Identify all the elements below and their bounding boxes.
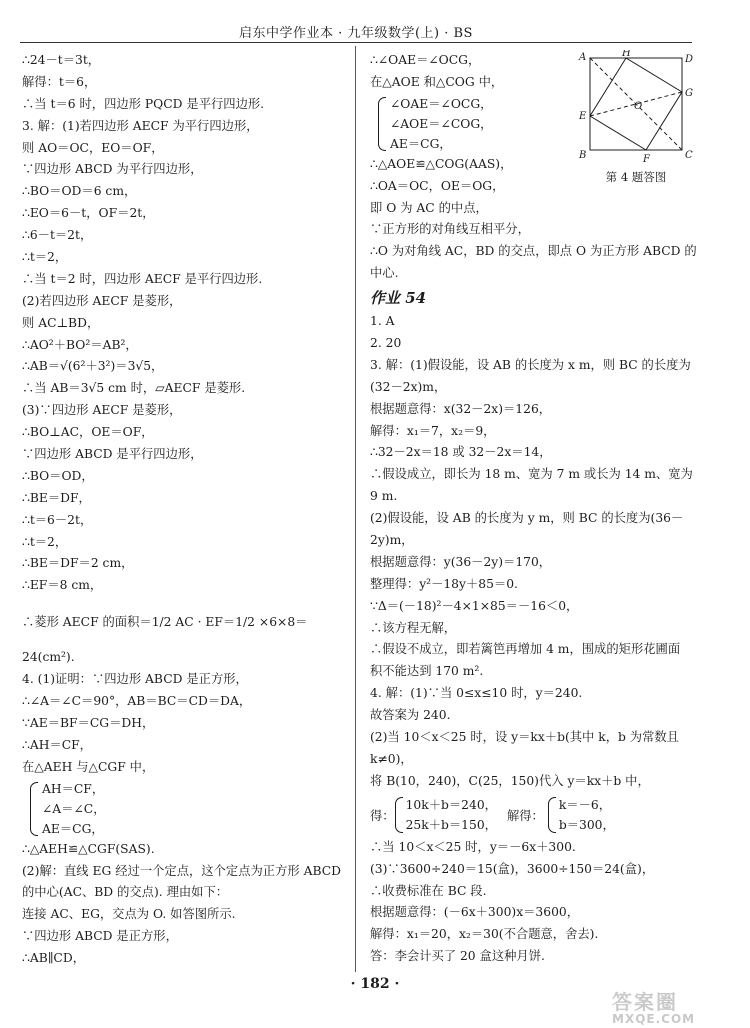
right-column bbox=[370, 50, 697, 968]
text-line: ∴24－t＝3t， bbox=[22, 53, 101, 67]
text-line: ∵四边形 ABCD 是正方形， bbox=[22, 929, 178, 944]
text-line: 则 AO＝OC，EO＝OF， bbox=[22, 140, 164, 155]
text-line: ∴AB∥CD， bbox=[22, 951, 85, 966]
solve-system-row bbox=[370, 795, 692, 835]
text-line: 2y)m， bbox=[370, 533, 414, 548]
text-line: ∴OA＝OC，OE＝OG， bbox=[370, 178, 505, 193]
left-column bbox=[22, 50, 342, 970]
text-line: 的中心(AC、BD 的交点). 理由如下： bbox=[22, 885, 229, 900]
system-lines bbox=[559, 795, 615, 835]
text-line: ∵Δ＝(－18)²－4×1×85＝－16＜0， bbox=[370, 598, 579, 613]
watermark-logo bbox=[612, 992, 744, 1026]
text-line: ∴t＝2， bbox=[22, 250, 68, 265]
brace-line: ∠A＝∠C， bbox=[42, 801, 106, 816]
text-line: (2)假设能，设 AB 的长度为 y m，则 BC 的长度为(36－ bbox=[370, 511, 684, 526]
text-line: 根据题意得：x(32－2x)＝126， bbox=[370, 401, 552, 416]
text-line: 24(cm²). bbox=[22, 650, 75, 665]
brace-symbol bbox=[30, 782, 38, 836]
text-line: 则 AC⊥BD， bbox=[22, 315, 100, 330]
text-line: ∴△AOE≌△COG(AAS)， bbox=[370, 156, 513, 171]
text-line: 4. 解：(1)∵当 0≤x≤10 时，y＝240. bbox=[370, 686, 583, 701]
text-line: (3)∵3600÷240＝15(盒)，3600÷150＝24(盒)， bbox=[370, 861, 655, 876]
label-g: G bbox=[685, 88, 693, 99]
text-line: ∴菱形 AECF 的面积＝1/2 AC · EF＝1/2 ×6×8＝ bbox=[22, 615, 308, 630]
text-line: ∵四边形 ABCD 为平行四边形， bbox=[22, 162, 203, 177]
brace-lines bbox=[390, 94, 492, 154]
label-b: B bbox=[579, 150, 587, 161]
text-line: 根据题意得：y(36－2y)＝170， bbox=[370, 554, 552, 569]
brace-lines bbox=[42, 779, 106, 839]
text-line: 整理得：y²－18y＋85＝0. bbox=[370, 576, 518, 591]
text-line: ∴AH＝CF， bbox=[22, 737, 92, 752]
text-line: 解得：t＝6， bbox=[22, 74, 97, 89]
text-line: 中心. bbox=[370, 266, 399, 281]
text-line: ∴当 AB＝3√5 cm 时，▱AECF 是菱形. bbox=[22, 381, 246, 396]
column-divider bbox=[355, 46, 356, 972]
text-line: (2)当 10＜x＜25 时，设 y＝kx＋b(其中 k，b 为常数且 bbox=[370, 730, 679, 745]
text-line: ∴t＝2， bbox=[22, 534, 68, 549]
text-line: ∴EO＝6－t，OF＝2t， bbox=[22, 206, 155, 221]
brace-line: AE＝CG， bbox=[390, 136, 452, 151]
text-line: ∴收费标准在 BC 段. bbox=[370, 883, 487, 898]
brace-symbol bbox=[378, 97, 386, 151]
label-f: F bbox=[643, 154, 650, 165]
text-line: ∴BO＝OD＝6 cm， bbox=[22, 184, 137, 199]
text-line: ∴∠OAE＝∠OCG， bbox=[370, 53, 481, 67]
text-line: ∴BE＝DF＝2 cm， bbox=[22, 556, 134, 571]
text-line: 3. 解：(1)若四边形 AECF 为平行四边形， bbox=[22, 118, 259, 133]
text-line: ∴EF＝8 cm， bbox=[22, 578, 103, 593]
text-line: ∴当 t＝6 时，四边形 PQCD 是平行四边形. bbox=[22, 96, 265, 111]
watermark-title: 答案圈 bbox=[612, 990, 678, 1014]
brace-line: AE＝CG， bbox=[42, 821, 104, 836]
equation-system bbox=[395, 795, 497, 835]
text-line: ∴当 t＝2 时，四边形 AECF 是平行四边形. bbox=[22, 271, 263, 286]
label-c: C bbox=[685, 150, 693, 161]
text-line: ∴假设不成立，即若篱笆再增加 4 m，围成的矩形花圃面 bbox=[370, 642, 681, 657]
brace-line: ∠OAE＝∠OCG， bbox=[390, 96, 493, 111]
text-line: 3. 解：(1)假设能，设 AB 的长度为 x m，则 BC 的长度为 bbox=[370, 357, 691, 372]
text-line: 解得：x₁＝20，x₂＝30(不合题意，舍去). bbox=[370, 927, 599, 942]
system-middle: 解得： bbox=[506, 808, 544, 823]
text-line: ∴BE＝DF， bbox=[22, 490, 91, 505]
text-line: (32－2x)m， bbox=[370, 379, 447, 394]
section-title: 作业 54 bbox=[370, 289, 427, 308]
text-line: 4. (1)证明：∵四边形 ABCD 是正方形， bbox=[22, 672, 248, 687]
equation: k＝－6， bbox=[558, 797, 612, 812]
text-line: 在△AEH 与△CGF 中， bbox=[22, 759, 155, 774]
text-line: ∵四边形 ABCD 是平行四边形， bbox=[22, 447, 203, 462]
text-line: 答：李会计买了 20 盒这种月饼. bbox=[370, 949, 545, 964]
text-line: ∴当 10＜x＜25 时，y＝－6x＋300. bbox=[370, 839, 576, 854]
congruence-conditions bbox=[30, 779, 342, 839]
system-lines bbox=[406, 795, 497, 835]
text-line: 9 m. bbox=[370, 489, 398, 504]
text-line: ∵AE＝BF＝CG＝DH， bbox=[22, 715, 155, 730]
text-line: ∴△AEH≌△CGF(SAS). bbox=[22, 841, 155, 856]
label-e: E bbox=[579, 111, 587, 122]
text-line: ∴∠A＝∠C＝90°，AB＝BC＝CD＝DA， bbox=[22, 694, 252, 709]
label-o: O bbox=[634, 101, 643, 112]
text-line: ∴O 为对角线 AC，BD 的交点，即点 O 为正方形 ABCD 的 bbox=[370, 244, 697, 259]
page-header: 启东中学作业本 · 九年级数学(上) · BS bbox=[239, 26, 473, 41]
text-line: (3)∵四边形 AECF 是菱形， bbox=[22, 403, 182, 418]
text-line: ∴假设成立，即长为 18 m、宽为 7 m 或长为 14 m、宽为 bbox=[370, 467, 693, 482]
brace-line: AH＝CF， bbox=[42, 781, 105, 796]
square-figure bbox=[576, 50, 696, 185]
text-line: ∴该方程无解， bbox=[370, 620, 457, 635]
text-line: 将 B(10，240)，C(25，150)代入 y＝kx＋b 中， bbox=[370, 773, 650, 788]
page-number: · 182 · bbox=[350, 976, 400, 992]
text-line: 根据题意得：(－6x＋300)x＝3600， bbox=[370, 905, 580, 920]
text-line: 在△AOE 和△COG 中， bbox=[370, 74, 504, 89]
text-line: (2)解：直线 EG 经过一个定点，这个定点为正方形 ABCD bbox=[22, 863, 341, 878]
text-line: ∴32－2x＝18 或 32－2x＝14， bbox=[370, 445, 552, 460]
equation: b＝300， bbox=[558, 817, 615, 832]
brace-symbol bbox=[395, 797, 403, 833]
figure-caption: 第 4 题答图 bbox=[605, 170, 667, 184]
brace-symbol bbox=[548, 797, 556, 833]
square-diagram bbox=[576, 50, 696, 165]
text-line: ∴BO＝OD， bbox=[22, 468, 94, 483]
equation-system bbox=[548, 795, 615, 835]
equation: 10k＋b＝240， bbox=[405, 797, 497, 812]
text-line: 2. 20 bbox=[370, 336, 402, 351]
text-line: 故答案为 240. bbox=[370, 708, 451, 723]
text-line: ∴AO²＋BO²＝AB²， bbox=[22, 337, 138, 352]
text-line: (2)若四边形 AECF 是菱形， bbox=[22, 293, 182, 308]
watermark-url: MXQE.COM bbox=[612, 1012, 696, 1026]
brace-line: ∠AOE＝∠COG， bbox=[390, 116, 493, 131]
text-line: 连接 AC、EG，交点为 O. 如答图所示. bbox=[22, 907, 236, 922]
text-line: 即 O 为 AC 的中点， bbox=[370, 200, 488, 215]
text-line: ∴t＝6－2t， bbox=[22, 512, 93, 527]
text-line: 解得：x₁＝7，x₂＝9， bbox=[370, 423, 496, 438]
text-line: ∵正方形的对角线互相平分， bbox=[370, 222, 530, 237]
label-a: A bbox=[579, 52, 587, 63]
text-line: ∴6－t＝2t， bbox=[22, 228, 93, 243]
text-line: k≠0)， bbox=[370, 751, 413, 766]
label-h: H bbox=[622, 50, 631, 59]
text-line: ∴BO⊥AC，OE＝OF， bbox=[22, 425, 154, 440]
text-line: 1. A bbox=[370, 314, 395, 329]
system-prefix: 得： bbox=[370, 808, 395, 823]
text-line: ∴AB＝√(6²＋3²)＝3√5， bbox=[22, 359, 164, 374]
header-divider bbox=[20, 42, 692, 43]
label-d: D bbox=[685, 54, 694, 65]
text-line: 积不能达到 170 m². bbox=[370, 664, 484, 679]
equation: 25k＋b＝150， bbox=[405, 817, 497, 832]
